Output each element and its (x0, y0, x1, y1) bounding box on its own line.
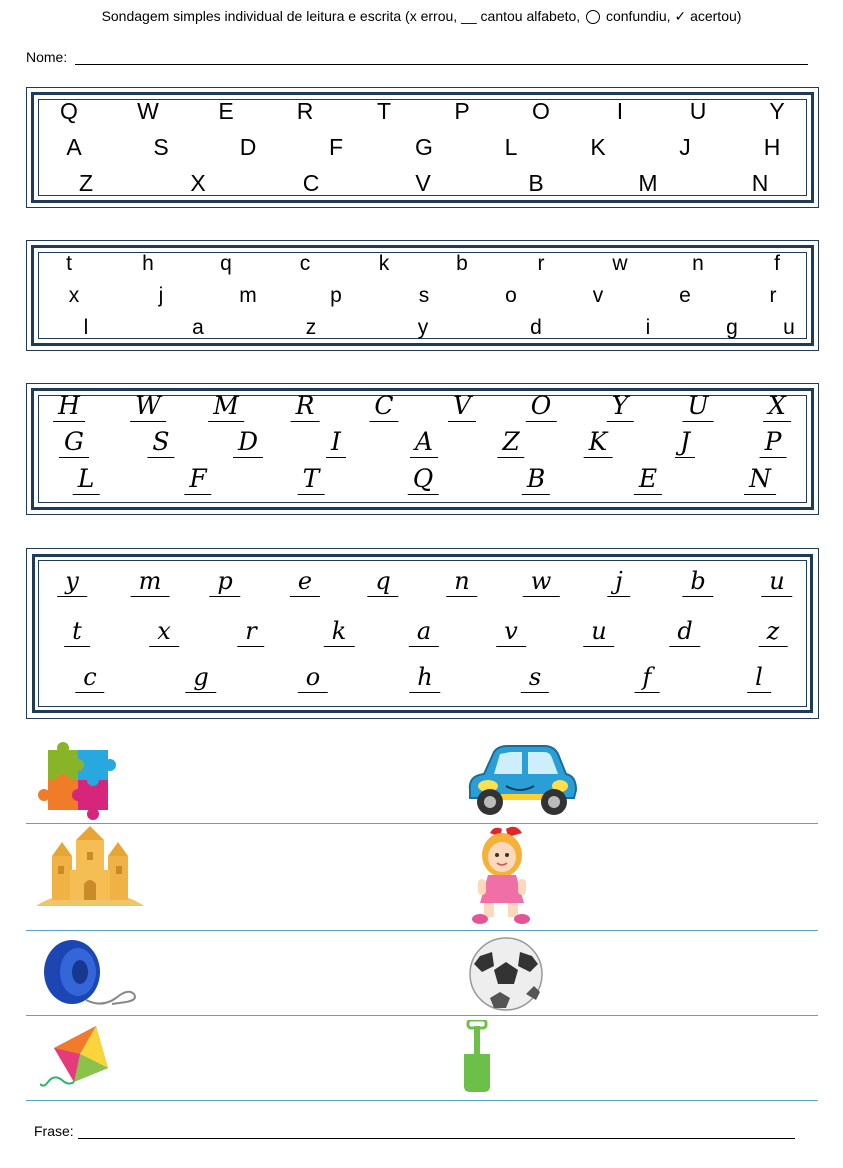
letter-k[interactable]: k (378, 252, 390, 275)
letter-g[interactable]: g (185, 662, 216, 693)
letter-I[interactable]: I (326, 427, 346, 458)
letter-W[interactable]: W (130, 391, 166, 422)
letter-C[interactable]: C (302, 170, 320, 196)
letter-V[interactable]: V (448, 391, 476, 422)
cursive-lowercase-box (26, 548, 819, 719)
letter-Z[interactable]: Z (78, 170, 94, 196)
doll-icon (466, 825, 536, 925)
letter-D[interactable]: D (239, 134, 257, 160)
letter-T[interactable]: T (376, 98, 392, 124)
letter-row (27, 464, 818, 494)
letter-o[interactable]: o (505, 284, 517, 307)
letter-b[interactable]: b (682, 566, 713, 597)
letter-row (27, 132, 818, 162)
letter-row (27, 662, 818, 692)
letter-S[interactable]: S (153, 134, 169, 160)
letter-a[interactable]: a (192, 316, 204, 339)
letter-O[interactable]: O (532, 98, 550, 124)
letter-F[interactable]: F (184, 464, 211, 495)
letter-m[interactable]: m (239, 284, 257, 307)
letter-row (27, 314, 818, 344)
letter-s[interactable]: s (418, 284, 430, 307)
letter-g[interactable]: g (726, 316, 738, 339)
letter-j[interactable]: j (158, 284, 164, 307)
name-label: Nome: (26, 49, 68, 65)
letter-Y[interactable]: Y (769, 98, 785, 124)
letter-b[interactable]: b (456, 252, 468, 275)
letter-A[interactable]: A (66, 134, 82, 160)
letter-U[interactable]: U (682, 391, 713, 422)
letter-I[interactable]: I (616, 98, 624, 124)
letter-row (27, 566, 818, 596)
letter-v[interactable]: v (496, 616, 526, 647)
letter-U[interactable]: U (689, 98, 707, 124)
uppercase-box (26, 87, 819, 208)
phrase-label: Frase: (34, 1123, 74, 1139)
letter-u[interactable]: u (761, 566, 792, 597)
letter-row (27, 168, 818, 198)
letter-k[interactable]: k (324, 616, 355, 647)
worksheet-title: Sondagem simples individual de leitura e escrita (x errou, __ cantou alfabeto, confundiu, ✓ acertou) (101, 8, 742, 24)
letter-G[interactable]: G (59, 427, 89, 458)
letter-B[interactable]: B (528, 170, 544, 196)
letter-X[interactable]: X (763, 391, 791, 422)
letter-H[interactable]: H (763, 134, 781, 160)
letter-j[interactable]: j (607, 566, 630, 597)
shovel-icon (460, 1020, 494, 1094)
letter-K[interactable]: K (590, 134, 606, 160)
letter-B[interactable]: B (522, 464, 550, 495)
soccer-ball-icon (466, 936, 546, 1012)
phrase-line[interactable] (78, 1138, 795, 1139)
letter-v[interactable]: v (592, 284, 604, 307)
toy-car-icon (462, 742, 580, 818)
letter-row (27, 96, 818, 126)
letter-u[interactable]: u (783, 316, 795, 339)
letter-E[interactable]: E (634, 464, 662, 495)
letter-M[interactable]: M (208, 391, 244, 422)
letter-i[interactable]: i (645, 316, 651, 339)
letter-w[interactable]: w (612, 252, 628, 275)
sandcastle-icon (36, 826, 144, 908)
letter-Q[interactable]: Q (408, 464, 439, 495)
letter-h[interactable]: h (142, 252, 154, 275)
letter-N[interactable]: N (744, 464, 776, 495)
letter-P[interactable]: P (760, 427, 787, 458)
letter-C[interactable]: C (369, 391, 398, 422)
letter-r[interactable]: r (237, 616, 264, 647)
letter-d[interactable]: d (530, 316, 542, 339)
letter-K[interactable]: K (584, 427, 613, 458)
writing-line[interactable] (26, 1015, 818, 1016)
letter-z[interactable]: z (305, 316, 317, 339)
lowercase-box (26, 240, 819, 351)
letter-G[interactable]: G (415, 134, 433, 160)
letter-w[interactable]: w (523, 566, 560, 597)
letter-J[interactable]: J (679, 134, 691, 160)
letter-x[interactable]: x (149, 616, 179, 647)
letter-M[interactable]: M (638, 170, 658, 196)
letter-e[interactable]: e (679, 284, 691, 307)
letter-row (27, 250, 818, 280)
writing-line[interactable] (26, 1100, 818, 1101)
letter-t[interactable]: t (64, 616, 90, 647)
letter-y[interactable]: y (57, 566, 87, 597)
letter-J[interactable]: J (675, 427, 695, 458)
letter-R[interactable]: R (291, 391, 320, 422)
cursive-uppercase-box (26, 383, 819, 515)
letter-f[interactable]: f (635, 662, 660, 693)
letter-t[interactable]: t (66, 252, 72, 275)
letter-row (27, 427, 818, 457)
yoyo-icon (42, 938, 140, 1012)
letter-e[interactable]: e (290, 566, 320, 597)
letter-row (27, 282, 818, 312)
puzzle-icon (38, 740, 122, 820)
letter-L[interactable]: L (504, 134, 518, 160)
letter-q[interactable]: q (220, 252, 232, 275)
writing-line[interactable] (26, 823, 818, 824)
letter-F[interactable]: F (328, 134, 344, 160)
letter-O[interactable]: O (526, 391, 557, 422)
circle-icon (586, 10, 600, 24)
letter-D[interactable]: D (233, 427, 263, 458)
letter-o[interactable]: o (298, 662, 328, 693)
letter-V[interactable]: V (415, 170, 431, 196)
letter-p[interactable]: p (209, 566, 240, 597)
letter-c[interactable]: c (75, 662, 104, 693)
name-line[interactable] (75, 64, 808, 65)
letter-N[interactable]: N (751, 170, 769, 196)
letter-s[interactable]: s (521, 662, 549, 693)
letter-f[interactable]: f (774, 252, 780, 275)
letter-y[interactable]: y (417, 316, 429, 339)
letter-E[interactable]: E (218, 98, 234, 124)
letter-L[interactable]: L (73, 464, 100, 495)
letter-x[interactable]: x (68, 284, 80, 307)
letter-X[interactable]: X (190, 170, 206, 196)
writing-line[interactable] (26, 930, 818, 931)
letter-q[interactable]: q (367, 566, 398, 597)
letter-Y[interactable]: Y (607, 391, 634, 422)
letter-l[interactable]: l (747, 662, 771, 693)
letter-c[interactable]: c (299, 252, 311, 275)
letter-T[interactable]: T (298, 464, 325, 495)
letter-R[interactable]: R (296, 98, 314, 124)
letter-row (27, 391, 818, 421)
letter-a[interactable]: a (409, 616, 439, 647)
letter-H[interactable]: H (53, 391, 85, 422)
letter-p[interactable]: p (330, 284, 342, 307)
letter-W[interactable]: W (137, 98, 159, 124)
letter-A[interactable]: A (410, 427, 438, 458)
letter-d[interactable]: d (669, 616, 700, 647)
letter-P[interactable]: P (454, 98, 470, 124)
letter-l[interactable]: l (83, 316, 89, 339)
letter-r[interactable]: r (769, 284, 777, 307)
letter-z[interactable]: z (759, 616, 788, 647)
letter-r[interactable]: r (537, 252, 545, 275)
letter-Q[interactable]: Q (60, 98, 78, 124)
letter-u[interactable]: u (583, 616, 614, 647)
letter-row (27, 616, 818, 646)
letter-n[interactable]: n (446, 566, 477, 597)
letter-n[interactable]: n (692, 252, 704, 275)
letter-Z[interactable]: Z (497, 427, 524, 458)
kite-icon (40, 1024, 112, 1090)
letter-h[interactable]: h (409, 662, 440, 693)
letter-S[interactable]: S (147, 427, 174, 458)
letter-m[interactable]: m (131, 566, 170, 597)
